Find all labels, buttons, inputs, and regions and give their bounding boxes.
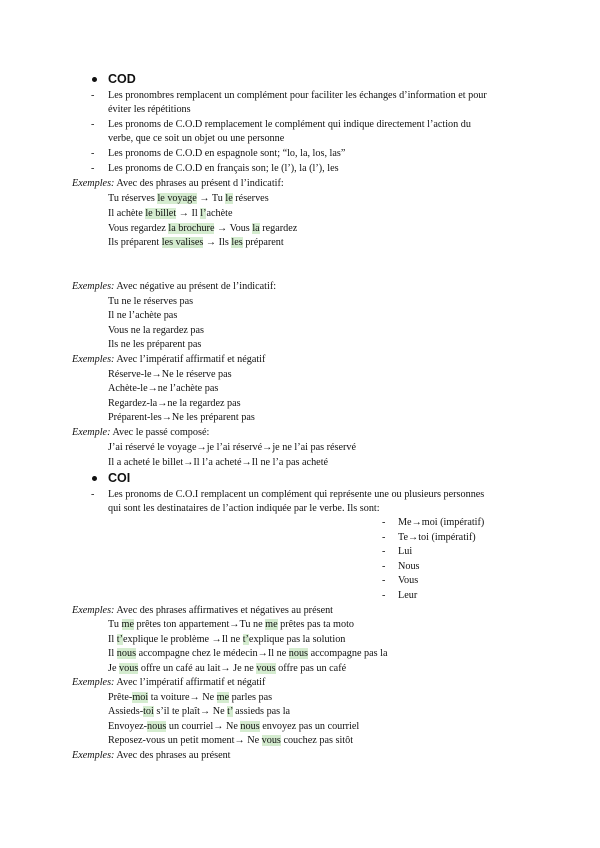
text-segment: prêtes pas ta moto [277, 619, 354, 630]
text-segment: Il [108, 648, 117, 659]
cod-point-2b: verbe, que ce soit un objet ou une personne [108, 133, 285, 144]
cod-point-3: Les pronoms de C.O.D en espagnole sont; “lo, la, los, las” [108, 148, 346, 159]
coi-point-1a: Les pronoms de C.O.I remplacent un complément qui représente une ou plusieurs personnes [108, 489, 485, 500]
dash-icon: - [382, 532, 386, 543]
coi-ex3-heading [72, 749, 231, 762]
example-label: Exemples: [72, 354, 115, 365]
highlighted-pronoun: les [231, 237, 243, 248]
highlighted-pronoun: les valises [161, 237, 204, 248]
cod-ex2-line: Tu ne le réserves pas [108, 296, 194, 307]
coi-ex2-line [108, 705, 290, 718]
cod-ex3-line: Regardez-la→ne la regardez pas [108, 398, 241, 409]
cod-ex2-heading [72, 280, 276, 293]
coi-pronoun: Leur [398, 590, 418, 601]
cod-ex1-line [108, 222, 297, 235]
coi-ex1-heading [72, 604, 333, 617]
text-segment: explique pas la solution [248, 634, 346, 645]
text-segment: réserves [232, 193, 269, 204]
cod-ex3-line: Préparent-les→Ne les préparent pas [108, 412, 255, 423]
cod-point-2a: Les pronoms de C.O.D remplacement le complément qui indique directement l’action du [108, 119, 471, 130]
cod-ex4-line: Il a acheté le billet→Il l’a acheté→Il ne l’a pas acheté [108, 457, 329, 468]
highlighted-pronoun: le voyage [157, 193, 197, 204]
cod-ex2-line: Il ne l’achète pas [108, 310, 178, 321]
highlighted-pronoun: nous [288, 648, 309, 659]
cod-ex1-heading [72, 177, 284, 190]
cod-ex3-heading [72, 353, 265, 366]
coi-ex1-line [108, 647, 388, 660]
dash-icon: - [91, 90, 95, 101]
dash-icon: - [91, 148, 95, 159]
example-intro: Avec des phrases au présent d l’indicatif: [116, 178, 284, 189]
text-segment: Envoyez- [108, 721, 148, 732]
highlighted-pronoun: la brochure [168, 223, 215, 234]
dash-icon: - [91, 489, 95, 500]
coi-ex1-line [108, 618, 354, 631]
coi-point-1b: qui sont les destinataires de l’action indiquée par le verbe. Ils sont: [108, 503, 380, 514]
example-label: Exemples: [72, 281, 115, 292]
highlighted-pronoun: le billet [145, 208, 177, 219]
cod-bullet-icon [92, 77, 97, 82]
text-segment: Ils préparent [108, 237, 162, 248]
example-label: Exemples: [72, 677, 115, 688]
highlighted-pronoun: le [225, 193, 233, 204]
coi-ex2-line [108, 734, 353, 747]
dash-icon: - [382, 517, 386, 528]
example-intro: Avec l’impératif affirmatif et négatif [116, 354, 266, 365]
cod-ex3-line: Réserve-le→Ne le réserve pas [108, 369, 232, 380]
text-segment: s’il te plaît→ Ne [153, 706, 228, 717]
coi-ex2-line [108, 691, 272, 704]
highlighted-pronoun: toi [143, 706, 154, 717]
dash-icon: - [382, 561, 386, 572]
cod-point-1b: éviter les répétitions [108, 104, 191, 115]
text-segment: → Il [176, 208, 201, 219]
example-intro: Avec des phrases affirmatives et négatives au présent [116, 605, 334, 616]
cod-point-4: Les pronoms de C.O.D en français son; le (l’), la (l’), les [108, 163, 339, 174]
dash-icon: - [91, 119, 95, 130]
example-intro: Avec des phrases au présent [116, 750, 231, 761]
text-segment: Assieds- [108, 706, 144, 717]
coi-bullet-icon [92, 476, 97, 481]
cod-ex1-line [108, 236, 284, 249]
text-segment: → Tu [196, 193, 226, 204]
text-segment: offre un café au lait→ Je ne [138, 663, 257, 674]
example-label: Exemples: [72, 750, 115, 761]
highlighted-pronoun: l’ [200, 208, 207, 219]
example-label: Exemples: [72, 178, 115, 189]
coi-pronoun: Nous [398, 561, 420, 572]
text-segment: Vous regardez [108, 223, 169, 234]
dash-icon: - [382, 546, 386, 557]
text-segment: préparent [242, 237, 284, 248]
text-segment: Il [108, 634, 117, 645]
cod-ex2-line: Ils ne les préparent pas [108, 339, 202, 350]
highlighted-pronoun: vous [256, 663, 276, 674]
coi-ex1-line [108, 633, 345, 646]
highlighted-pronoun: la [252, 223, 260, 234]
highlighted-pronoun: moi [132, 692, 149, 703]
text-segment: assieds pas la [232, 706, 291, 717]
text-segment: Je [108, 663, 120, 674]
text-segment: explique le problème →Il ne [123, 634, 243, 645]
cod-ex4-heading [72, 426, 209, 439]
cod-ex3-line: Achète-le→ne l’achète pas [108, 383, 219, 394]
highlighted-pronoun: me [121, 619, 134, 630]
dash-icon: - [382, 590, 386, 601]
highlighted-pronoun: t’ [116, 634, 124, 645]
highlighted-pronoun: me [265, 619, 278, 630]
coi-pronoun: Lui [398, 546, 413, 557]
text-segment: achète [206, 208, 233, 219]
text-segment: accompagne chez le médecin→Il ne [136, 648, 289, 659]
cod-ex1-line [108, 192, 269, 205]
text-segment: ta voiture→ Ne [148, 692, 217, 703]
coi-ex2-line [108, 720, 359, 733]
highlighted-pronoun: nous [147, 721, 167, 732]
highlighted-pronoun: vous [261, 735, 281, 746]
text-segment: envoyez pas un courriel [259, 721, 360, 732]
highlighted-pronoun: me [216, 692, 230, 703]
text-segment: Prête- [108, 692, 133, 703]
cod-ex4-line: J’ai réservé le voyage→je l’ai réservé→je ne l’ai pas réservé [108, 442, 357, 453]
text-segment: regardez [259, 223, 298, 234]
coi-pronoun: Me→moi (impératif) [398, 517, 485, 528]
text-segment: prêtes ton appartement→Tu ne [133, 619, 266, 630]
text-segment: offre pas un café [275, 663, 347, 674]
highlighted-pronoun: vous [119, 663, 139, 674]
text-segment: un courriel→ Ne [166, 721, 241, 732]
example-label: Exemple: [72, 427, 111, 438]
text-segment: Tu réserves [108, 193, 158, 204]
example-intro: Avec le passé composé: [112, 427, 210, 438]
highlighted-pronoun: t’ [242, 634, 249, 645]
highlighted-pronoun: t’ [227, 706, 233, 717]
text-segment: accompagne pas la [308, 648, 388, 659]
example-intro: Avec l’impératif affirmatif et négatif [116, 677, 266, 688]
coi-ex2-heading [72, 676, 265, 689]
text-segment: Tu [108, 619, 122, 630]
text-segment: → Ils [203, 237, 232, 248]
coi-ex1-line [108, 662, 346, 675]
coi-pronoun: Vous [398, 575, 419, 586]
coi-pronoun: Te→toi (impératif) [398, 532, 476, 543]
cod-ex1-line [108, 207, 232, 220]
cod-heading: COD [108, 72, 136, 86]
example-label: Exemples: [72, 605, 115, 616]
example-intro: Avec négative au présent de l’indicatif: [116, 281, 277, 292]
text-segment: couchez pas sitôt [280, 735, 354, 746]
text-segment: Reposez-vous un petit moment→ Ne [108, 735, 262, 746]
coi-heading: COI [108, 471, 131, 485]
cod-ex2-line: Vous ne la regardez pas [108, 325, 204, 336]
text-segment: parles pas [229, 692, 273, 703]
highlighted-pronoun: nous [116, 648, 137, 659]
dash-icon: - [91, 163, 95, 174]
cod-point-1a: Les pronombres remplacent un complément pour faciliter les échanges d’information et pour [108, 90, 487, 101]
text-segment: Il achète [108, 208, 146, 219]
highlighted-pronoun: nous [240, 721, 260, 732]
text-segment: → Vous [214, 223, 253, 234]
dash-icon: - [382, 575, 386, 586]
